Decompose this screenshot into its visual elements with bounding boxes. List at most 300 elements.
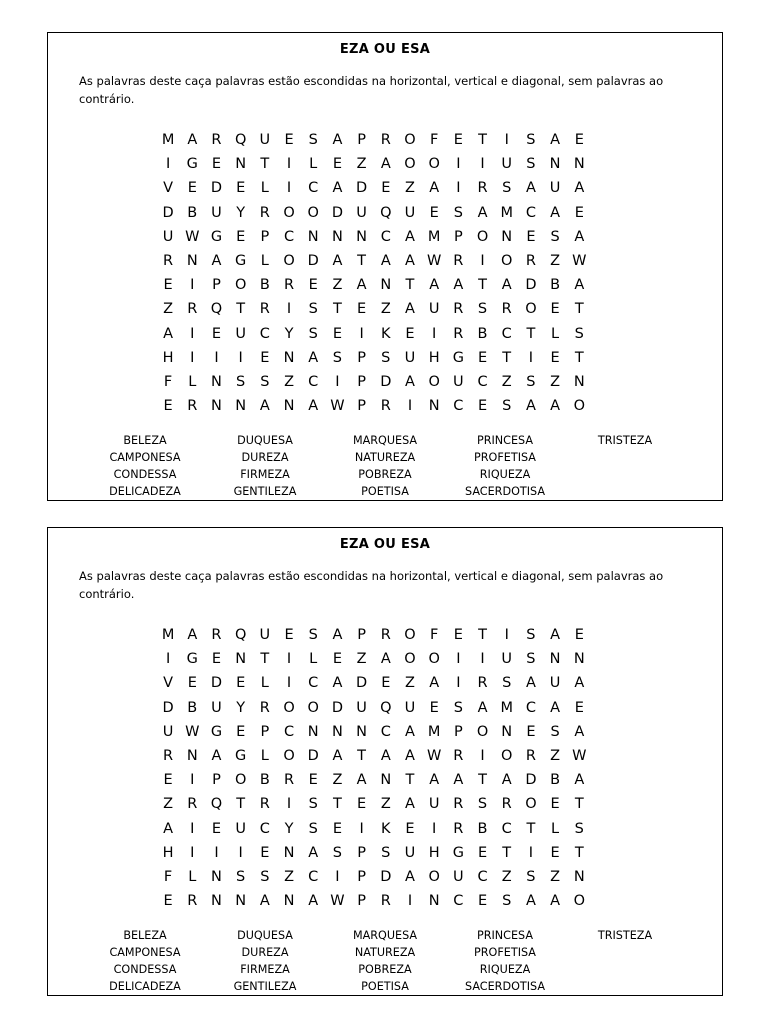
grid-letter: E [574, 132, 584, 149]
grid-letter: U [404, 349, 416, 366]
word-to-find: RIQUEZA [479, 963, 531, 976]
sheet-title: EZA OU ESA [339, 537, 431, 552]
grid-letter: T [332, 796, 342, 813]
grid-letter: I [359, 325, 364, 342]
grid-letter: A [453, 772, 464, 789]
grid-letter: W [330, 398, 345, 415]
grid-letter: N [573, 651, 585, 668]
grid-letter: T [478, 277, 487, 294]
grid-letter: A [574, 723, 585, 740]
grid-letter: S [381, 349, 391, 366]
word-to-find: PROFETISA [474, 946, 536, 959]
grid-letter: O [283, 204, 295, 221]
grid-letter: E [211, 156, 222, 173]
word-column [565, 927, 685, 995]
grid-letter: F [163, 868, 173, 885]
grid-letter: O [428, 868, 440, 885]
grid-letter: D [525, 277, 537, 294]
grid-row [156, 744, 620, 768]
grid-row [156, 696, 620, 720]
grid-row [156, 225, 620, 249]
grid-letter: O [283, 253, 295, 270]
grid-letter: O [428, 651, 440, 668]
grid-letter: C [308, 868, 319, 885]
grid-letter: Z [163, 301, 174, 318]
grid-letter: A [405, 723, 415, 740]
grid-letter: A [405, 868, 415, 885]
grid-letter: T [574, 301, 584, 318]
grid-letter: B [477, 325, 488, 342]
grid-letter: R [211, 627, 222, 644]
grid-letter: E [236, 228, 246, 245]
grid-letter: K [381, 820, 391, 837]
grid-letter: E [260, 844, 270, 861]
grid-letter: E [550, 844, 560, 861]
grid-letter: S [260, 373, 270, 390]
grid-letter: N [573, 373, 585, 390]
grid-letter: S [574, 325, 584, 342]
grid-letter: I [432, 820, 437, 837]
grid-letter: P [357, 844, 366, 861]
grid-letter: I [286, 796, 292, 813]
grid-letter: C [259, 325, 270, 342]
grid-letter: S [453, 204, 463, 221]
grid-letter: E [550, 301, 560, 318]
grid-letter: R [380, 132, 391, 149]
grid-letter: S [453, 699, 463, 716]
grid-letter: E [477, 349, 488, 366]
grid-letter: O [283, 748, 295, 765]
grid-letter: Q [380, 204, 392, 221]
grid-letter: E [332, 325, 342, 342]
grid-row [156, 249, 620, 273]
grid-letter: N [235, 398, 247, 415]
word-to-find: DELICADEZA [109, 980, 181, 993]
grid-row [156, 273, 620, 297]
grid-letter: E [211, 820, 222, 837]
grid-row [156, 865, 620, 889]
grid-letter: E [526, 723, 536, 740]
word-to-find: RIQUEZA [479, 468, 531, 481]
grid-letter: G [210, 228, 223, 245]
grid-letter: P [453, 723, 463, 740]
word-to-find: POBREZA [358, 963, 412, 976]
grid-letter: E [477, 893, 488, 910]
grid-letter: Z [501, 373, 512, 390]
grid-letter: E [574, 699, 584, 716]
grid-letter: I [238, 844, 243, 861]
grid-letter: R [283, 772, 295, 789]
grid-letter: N [307, 723, 319, 740]
grid-letter: T [260, 651, 270, 668]
grid-letter: R [453, 253, 464, 270]
grid-letter: M [161, 627, 175, 644]
instructions-text: As palavras deste caça palavras estão escondidas na horizontal, vertical e diagonal, sem palavras ao contrário. [79, 74, 664, 106]
grid-letter: A [380, 156, 391, 173]
grid-letter: E [163, 277, 173, 294]
grid-letter: T [357, 253, 367, 270]
grid-letter: N [356, 228, 368, 245]
grid-letter: Z [380, 796, 391, 813]
grid-row [156, 889, 620, 913]
grid-letter: T [236, 796, 246, 813]
grid-letter: I [286, 156, 292, 173]
grid-letter: E [332, 651, 342, 668]
grid-row [156, 297, 620, 321]
grid-letter: I [480, 748, 485, 765]
grid-letter: S [236, 373, 246, 390]
grid-letter: N [307, 228, 319, 245]
grid-letter: I [190, 772, 195, 789]
grid-row [156, 370, 620, 394]
grid-letter: A [308, 398, 319, 415]
grid-letter: P [453, 228, 463, 245]
grid-letter: I [286, 675, 292, 692]
grid-letter: U [235, 325, 246, 342]
grid-letter: A [405, 796, 415, 813]
grid-letter: O [404, 132, 416, 149]
instructions-text: As palavras deste caça palavras estão escondidas na horizontal, vertical e diagonal, sem palavras ao contrário. [79, 569, 664, 601]
grid-letter: N [573, 868, 585, 885]
grid-letter: R [380, 398, 391, 415]
grid-letter: E [187, 675, 197, 692]
grid-letter: D [380, 868, 392, 885]
word-to-find: CAMPONESA [109, 946, 181, 959]
grid-letter: G [452, 349, 464, 366]
word-to-find: SACERDOTISA [465, 485, 545, 498]
grid-letter: S [526, 651, 536, 668]
grid-row [156, 647, 620, 671]
grid-letter: E [236, 675, 246, 692]
grid-letter: Z [405, 675, 415, 692]
grid-letter: L [551, 325, 560, 342]
word-to-find: FIRMEZA [240, 468, 290, 481]
grid-letter: I [480, 156, 485, 173]
word-column [205, 432, 325, 500]
grid-letter: I [528, 844, 534, 861]
grid-letter: T [332, 301, 342, 318]
grid-letter: W [330, 893, 345, 910]
grid-letter: I [190, 349, 195, 366]
word-to-find: SACERDOTISA [465, 980, 545, 993]
grid-letter: P [357, 132, 366, 149]
grid-letter: T [405, 772, 415, 789]
grid-letter: N [186, 748, 198, 765]
grid-letter: G [186, 651, 198, 668]
grid-letter: I [335, 868, 340, 885]
grid-letter: A [525, 675, 536, 692]
grid-letter: U [356, 204, 367, 221]
grid-letter: B [187, 204, 198, 221]
word-list [85, 927, 685, 995]
grid-letter: A [429, 675, 440, 692]
grid-letter: P [357, 398, 366, 415]
grid-letter: V [163, 180, 174, 197]
grid-letter: E [260, 349, 270, 366]
grid-letter: G [186, 156, 198, 173]
grid-letter: Q [234, 627, 247, 644]
grid-letter: E [453, 627, 463, 644]
grid-letter: I [504, 132, 509, 149]
grid-letter: O [428, 373, 440, 390]
grid-letter: S [502, 180, 512, 197]
grid-letter: R [163, 253, 174, 270]
grid-letter: A [405, 748, 415, 765]
grid-letter: W [185, 228, 200, 245]
grid-letter: I [214, 844, 219, 861]
grid-letter: C [525, 204, 536, 221]
grid-letter: S [477, 301, 488, 318]
grid-letter: T [478, 627, 487, 644]
grid-letter: U [235, 820, 246, 837]
grid-letter: C [283, 228, 295, 245]
grid-letter: A [525, 893, 536, 910]
grid-letter: C [308, 675, 319, 692]
grid-letter: O [404, 651, 416, 668]
grid-letter: E [308, 277, 318, 294]
grid-letter: N [501, 228, 513, 245]
grid-letter: S [308, 796, 318, 813]
grid-letter: Z [501, 868, 512, 885]
word-to-find: PRINCESA [476, 929, 534, 942]
grid-letter: N [573, 156, 585, 173]
grid-letter: R [187, 893, 198, 910]
grid-row [156, 671, 620, 695]
word-column [565, 432, 685, 500]
grid-row [156, 768, 620, 792]
word-to-find: CAMPONESA [109, 451, 181, 464]
grid-letter: E [284, 132, 294, 149]
grid-letter: C [477, 868, 488, 885]
grid-letter: I [528, 349, 534, 366]
grid-letter: Z [332, 277, 343, 294]
grid-letter: B [477, 820, 488, 837]
grid-letter: I [190, 844, 195, 861]
grid-letter: I [456, 180, 461, 197]
grid-letter: I [480, 253, 485, 270]
grid-letter: T [574, 796, 584, 813]
grid-letter: A [405, 373, 415, 390]
grid-letter: N [380, 277, 392, 294]
grid-letter: U [549, 180, 561, 197]
grid-letter: A [574, 675, 585, 692]
grid-letter: Y [284, 820, 294, 837]
word-list [85, 432, 685, 500]
grid-letter: L [188, 868, 197, 885]
word-to-find: DUREZA [241, 946, 289, 959]
grid-letter: T [478, 772, 487, 789]
grid-letter: W [185, 723, 200, 740]
grid-letter: A [574, 277, 585, 294]
grid-letter: D [331, 699, 343, 716]
grid-letter: R [259, 204, 270, 221]
grid-letter: D [307, 748, 319, 765]
grid-letter: A [405, 228, 415, 245]
grid-letter: A [332, 748, 343, 765]
grid-letter: F [163, 373, 173, 390]
grid-letter: D [380, 373, 392, 390]
grid-letter: E [429, 699, 439, 716]
grid-letter: R [259, 796, 270, 813]
word-to-find: NATUREZA [354, 946, 416, 959]
grid-letter: A [550, 132, 561, 149]
grid-letter: O [476, 723, 489, 740]
grid-letter: S [526, 132, 536, 149]
word-to-find: GENTILEZA [233, 980, 297, 993]
grid-letter: A [550, 204, 561, 221]
grid-letter: O [404, 156, 416, 173]
grid-letter: A [380, 748, 391, 765]
grid-letter: N [331, 723, 343, 740]
grid-letter: M [500, 699, 513, 716]
grid-letter: I [407, 398, 413, 415]
grid-letter: D [356, 180, 368, 197]
grid-letter: S [477, 796, 488, 813]
grid-letter: U [162, 228, 174, 245]
grid-row [156, 128, 620, 152]
grid-letter: N [235, 156, 247, 173]
grid-letter: M [427, 723, 441, 740]
grid-letter: E [526, 228, 536, 245]
grid-letter: L [309, 156, 318, 173]
grid-letter: O [501, 748, 513, 765]
grid-letter: L [551, 820, 560, 837]
grid-letter: R [211, 132, 222, 149]
grid-letter: N [283, 398, 295, 415]
grid-letter: N [235, 893, 247, 910]
grid-letter: E [163, 398, 173, 415]
word-to-find: GENTILEZA [233, 485, 297, 498]
word-to-find: MARQUESA [352, 434, 418, 447]
grid-letter: H [162, 844, 174, 861]
grid-letter: A [525, 180, 536, 197]
grid-letter: O [404, 627, 416, 644]
grid-letter: E [357, 796, 367, 813]
grid-letter: Z [356, 156, 367, 173]
grid-letter: E [477, 398, 488, 415]
grid-letter: G [210, 723, 223, 740]
grid-letter: R [380, 627, 391, 644]
grid-letter: E [308, 772, 318, 789]
grid-letter: I [335, 373, 340, 390]
grid-row [156, 394, 620, 418]
grid-letter: L [260, 253, 269, 270]
grid-letter: S [502, 893, 512, 910]
grid-letter: T [574, 349, 584, 366]
word-to-find: POETISA [361, 485, 409, 498]
grid-letter: A [574, 772, 585, 789]
grid-letter: L [260, 675, 269, 692]
grid-letter: R [525, 748, 536, 765]
grid-letter: U [259, 132, 271, 149]
grid-letter: I [286, 651, 292, 668]
word-to-find: POBREZA [358, 468, 412, 481]
grid-letter: S [550, 723, 560, 740]
grid-letter: O [525, 796, 537, 813]
grid-letter: Y [236, 699, 246, 716]
grid-letter: A [501, 772, 512, 789]
grid-letter: S [502, 398, 512, 415]
grid-letter: U [356, 699, 367, 716]
grid-letter: S [308, 627, 318, 644]
grid-letter: Y [236, 204, 246, 221]
word-to-find: PRINCESA [476, 434, 534, 447]
grid-letter: A [332, 253, 343, 270]
grid-letter: U [211, 699, 222, 716]
grid-letter: I [165, 156, 171, 173]
grid-letter: N [283, 893, 295, 910]
grid-letter: I [286, 301, 292, 318]
grid-letter: N [283, 349, 295, 366]
word-to-find: PROFETISA [474, 451, 536, 464]
grid-letter: Z [550, 868, 561, 885]
grid-letter: D [210, 180, 223, 197]
grid-letter: E [574, 627, 584, 644]
grid-letter: P [357, 893, 366, 910]
grid-letter: D [162, 699, 174, 716]
grid-letter: A [187, 627, 198, 644]
word-to-find: FIRMEZA [240, 963, 290, 976]
grid-letter: U [404, 844, 416, 861]
grid-letter: S [260, 868, 270, 885]
grid-letter: A [550, 627, 561, 644]
grid-letter: H [428, 844, 440, 861]
grid-letter: S [308, 820, 318, 837]
grid-letter: N [428, 893, 440, 910]
grid-letter: A [453, 277, 464, 294]
grid-letter: B [550, 772, 561, 789]
grid-letter: T [260, 156, 270, 173]
grid-letter: R [501, 301, 512, 318]
grid-letter: U [453, 373, 464, 390]
grid-letter: N [211, 398, 222, 415]
word-column [85, 927, 205, 995]
grid-letter: R [163, 748, 174, 765]
grid-letter: R [187, 796, 198, 813]
grid-letter: I [190, 325, 195, 342]
grid-letter: A [429, 180, 440, 197]
grid-letter: U [404, 204, 416, 221]
grid-letter: T [526, 820, 536, 837]
grid-letter: G [235, 253, 247, 270]
grid-letter: A [211, 748, 222, 765]
grid-letter: N [211, 373, 222, 390]
grid-letter: E [332, 820, 342, 837]
grid-letter: M [161, 132, 175, 149]
grid-letter: Z [284, 868, 294, 885]
grid-letter: U [501, 156, 513, 173]
grid-letter: A [550, 893, 561, 910]
grid-letter: I [504, 627, 509, 644]
grid-letter: L [188, 373, 197, 390]
grid-letter: A [211, 253, 222, 270]
grid-letter: E [381, 180, 391, 197]
grid-row [156, 841, 620, 865]
grid-letter: I [190, 820, 195, 837]
grid-letter: U [428, 301, 440, 318]
grid-letter: E [574, 204, 584, 221]
grid-letter: A [550, 699, 561, 716]
grid-letter: O [234, 277, 247, 294]
grid-letter: P [212, 772, 221, 789]
grid-letter: O [234, 772, 247, 789]
grid-letter: C [380, 723, 391, 740]
grid-letter: S [574, 820, 584, 837]
grid-letter: C [453, 398, 464, 415]
grid-letter: O [501, 253, 513, 270]
grid-letter: N [283, 844, 295, 861]
grid-letter: I [456, 675, 461, 692]
